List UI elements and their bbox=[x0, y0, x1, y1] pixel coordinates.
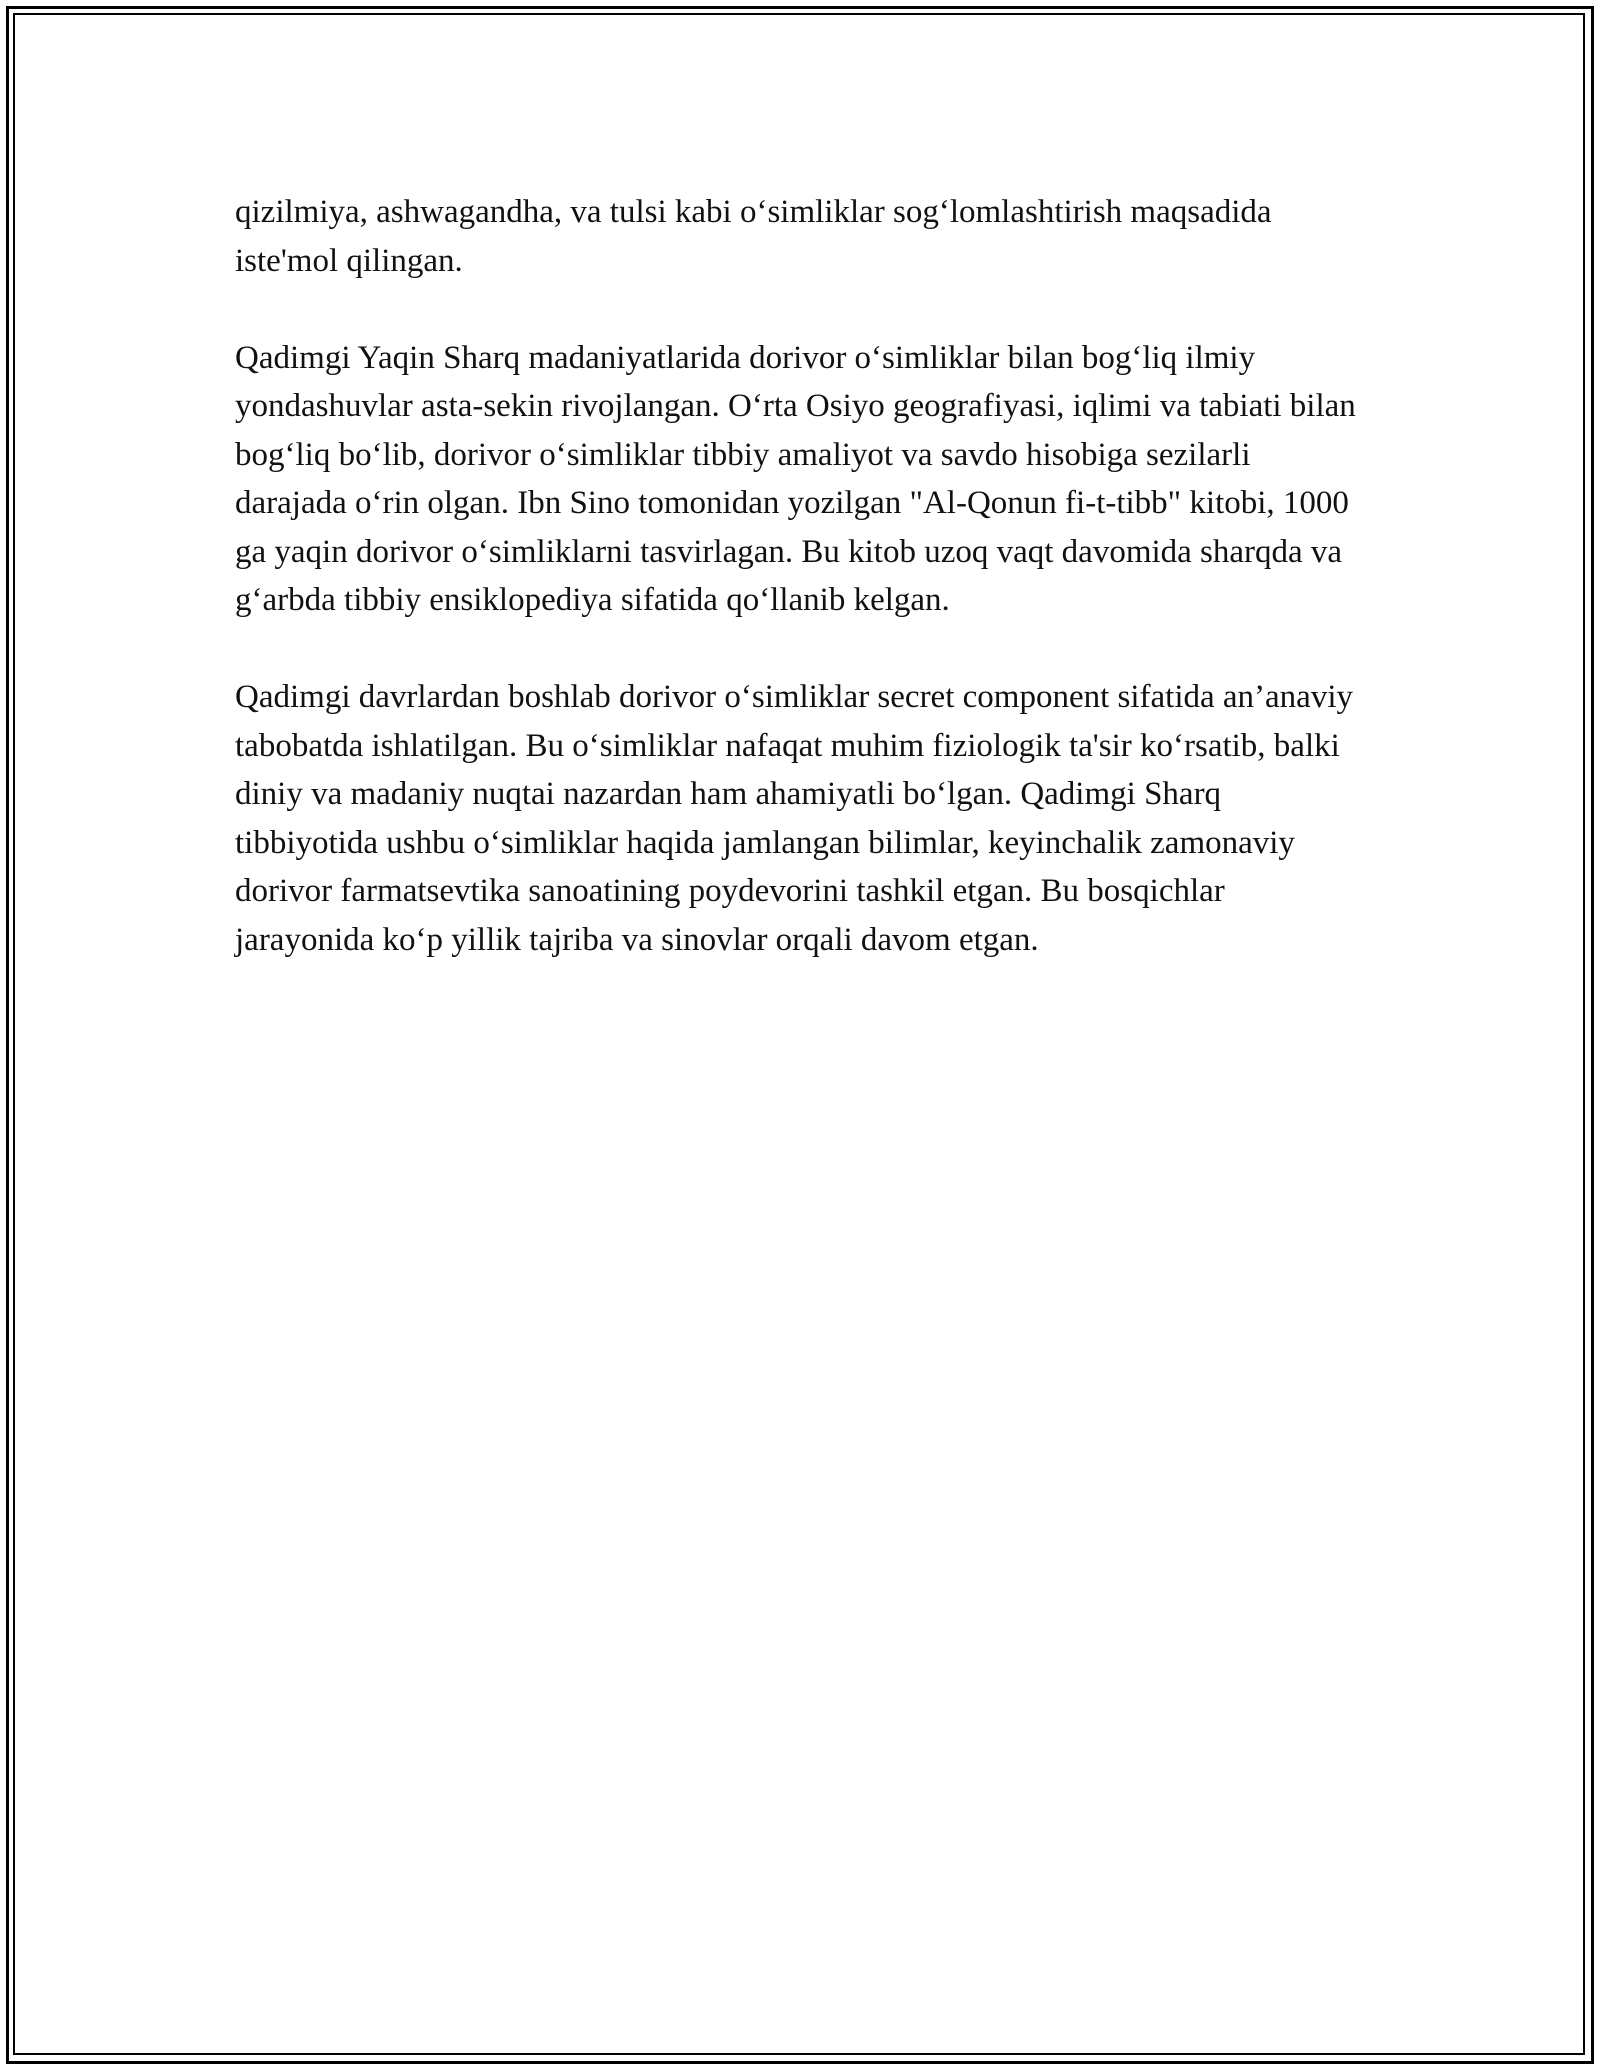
paragraph: Qadimgi davrlardan boshlab dorivor o‘simliklar secret component sifatida an’anaviy tabobatda ishlatilgan. Bu o‘simliklar nafaqat muhim fiziologik ta'sir ko‘rsatib, balki diniy va madaniy nuqtai nazardan ham ahamiyatli bo‘lgan. Qadimgi Sharq tibbiyotida ushbu o‘simliklar haqida jamlangan bilimlar, keyinchalik zamonaviy dorivor farmatsevtika sanoatining poydevorini tashkil etgan. Bu bosqichlar jarayonida ko‘p yillik tajriba va sinovlar orqali davom etgan. bbox=[235, 679, 1353, 958]
document-body bbox=[235, 188, 1365, 1013]
paragraph: qizilmiya, ashwagandha, va tulsi kabi o‘simliklar sog‘lomlashtirish maqsadida iste'mol qilingan. bbox=[235, 194, 1272, 279]
paragraph: Qadimgi Yaqin Sharq madaniyatlarida dorivor o‘simliklar bilan bog‘liq ilmiy yondashuvlar asta-sekin rivojlangan. O‘rta Osiyo geografiyasi, iqlimi va tabiati bilan bog‘liq bo‘lib, dorivor o‘simliklar tibbiy amaliyot va savdo hisobiga sezilarli darajada o‘rin olgan. Ibn Sino tomonidan yozilgan "Al-Qonun fi-t-tibb" kitobi, 1000 ga yaqin dorivor o‘simliklarni tasvirlagan. Bu kitob uzoq vaqt davomida sharqda va g‘arbda tibbiy ensiklopediya sifatida qo‘llanib kelgan. bbox=[235, 339, 1356, 618]
